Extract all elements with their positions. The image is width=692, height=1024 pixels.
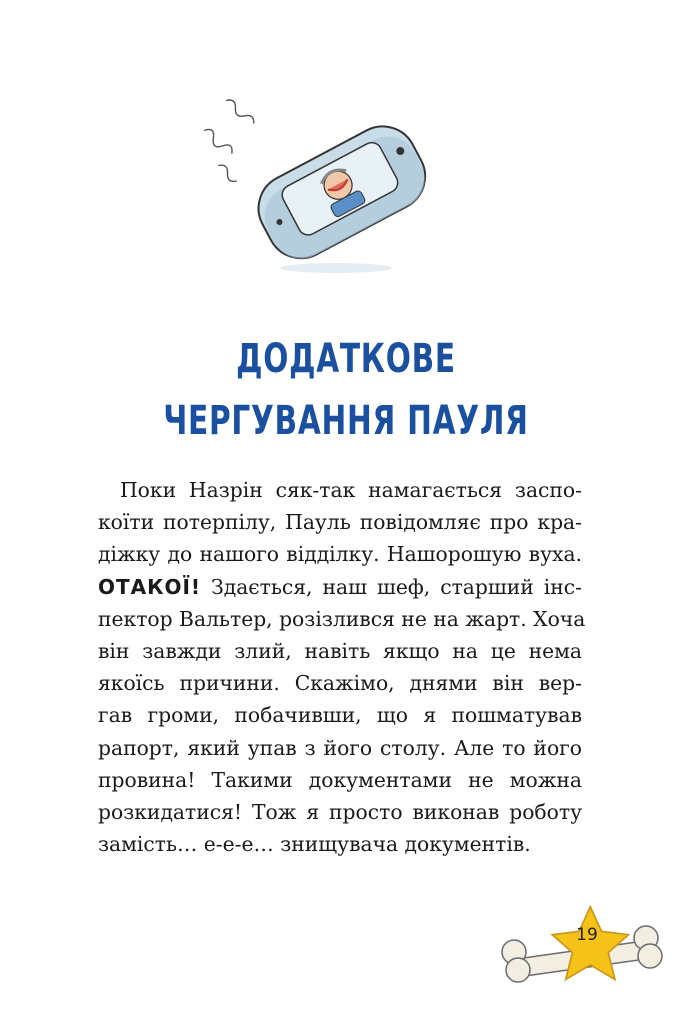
phone-illustration — [196, 82, 436, 282]
text-line: гав громи, побачивши, що я пошматував — [98, 703, 582, 728]
text-line: він завжди злий, навіть якщо на це нема — [98, 638, 582, 663]
exclamation-word: ОТАКОЇ! — [98, 574, 202, 599]
text-fragment: Здається, наш шеф, старший інс- — [201, 574, 582, 599]
text-line: рапорт, який упав з його столу. Але то його — [98, 735, 582, 760]
chapter-title-line2: ЧЕРГУВАННЯ ПАУЛЯ — [163, 398, 529, 444]
chapter-paragraph — [98, 474, 586, 860]
text-line: коїти потерпілу, Пауль повідомляє про кра- — [98, 510, 582, 535]
bone-star-decoration — [496, 900, 692, 1010]
text-line: пектор Вальтер, розізлився не на жарт. Хоча — [98, 606, 586, 631]
text-line: провина! Такими документами не можна — [98, 767, 582, 792]
text-line: діжку до нашого відділку. Нашорошую вуха. — [98, 542, 582, 567]
text-line: розкидатися! Тож я просто виконав роботу — [98, 799, 582, 824]
page-number: 19 — [576, 925, 598, 945]
text-line: якоїсь причини. Скажімо, днями він вер- — [98, 671, 582, 696]
text-line: Поки Назрін сяк-так намагається заспо- — [120, 478, 582, 502]
text-line: замість… е-е-е… знищувача документів. — [98, 832, 531, 857]
chapter-title-line1: ДОДАТКОВЕ — [236, 336, 456, 382]
text-line-with-exclamation — [98, 571, 582, 603]
